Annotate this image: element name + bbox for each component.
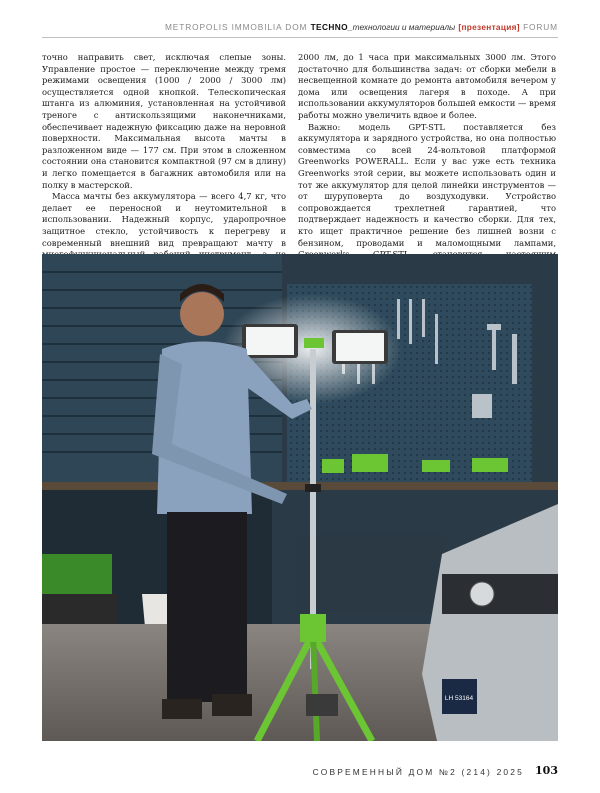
green-case [42,554,112,594]
header-forum: FORUM [523,22,558,32]
storage-bins [297,534,447,614]
header-section-techno: TECHNO [310,22,349,32]
article-paragraph: Важно: модель GPT-STL поставляется без аккумулятора и зарядного устройства, но она полностью совместима со всей 24-вольтовой платформой Greenworks POWERALL. Если у вас уже есть техника Greenworks этой серии, вы можете использовать один и тот же аккумулятор для целой линейки инструментов — от шуруповерта до воздуходувки. Устройство сопровождается трехлетней гарантией, что подтверждает надежность и качество сборки. Для тех, кто ищет практичное решение без лишней возни с бензином, проводами и маломощными лампами, [298,121,556,248]
page-number: 103 [535,764,558,777]
garage-scene-illustration [42,254,558,741]
workbench-shelf [42,482,558,490]
magazine-title: СОВРЕМЕННЫЙ ДОМ №2 (214) 2025 [312,767,524,777]
header-promo-tag: [презентация] [458,22,520,32]
running-header [0,18,600,36]
header-prefix: METROPOLIS IMMOBILIA DOM [164,22,308,32]
article-column-right [298,52,556,284]
header-section-sub: _технологии и материалы [348,22,456,32]
article-paragraph: точно направить свет, исключая слепые зоны. Управление простое — переключение между тремя режимами освещения (1000 / 2000 / 3000 лм) осуществляется одной кнопкой. Телескопическая штанга из алюминия, установленная на устойчивой треноге с антискользящими наконечниками, обеспечивает надежную фиксацию даже на неровной поверхности. Максимальная высота мачты в разложенном виде — 177 см. При этом в сложенном состоянии она становится компактной (97 см в длину) и легко помещается в багажник автомобиля или на полку в мастерской. [42,52,286,190]
article-paragraph: 2000 лм, до 1 часа при максимальных 3000 лм. Этого достаточно для большинства задач: от сборки мебели в несвещенной комнате до ремонта автомобиля вечером у дома или освещения лагеря в походе. А при использовании аккумуляторов большей емкости — время работы можно увеличить вдвое и более. [298,52,556,120]
license-plate: LH 53164 [444,695,474,702]
product-photo [42,254,558,741]
page-footer [0,764,600,780]
article-paragraph: Масса мачты без аккумулятора — всего 4,7 кг, что делает ее переносной и неутомительной в использовании. Надежный корпус, ударопрочное защитное стекло, устойчивость к перегреву и современный внешний вид превращают мачту в [42,191,286,248]
header-divider [42,37,558,38]
